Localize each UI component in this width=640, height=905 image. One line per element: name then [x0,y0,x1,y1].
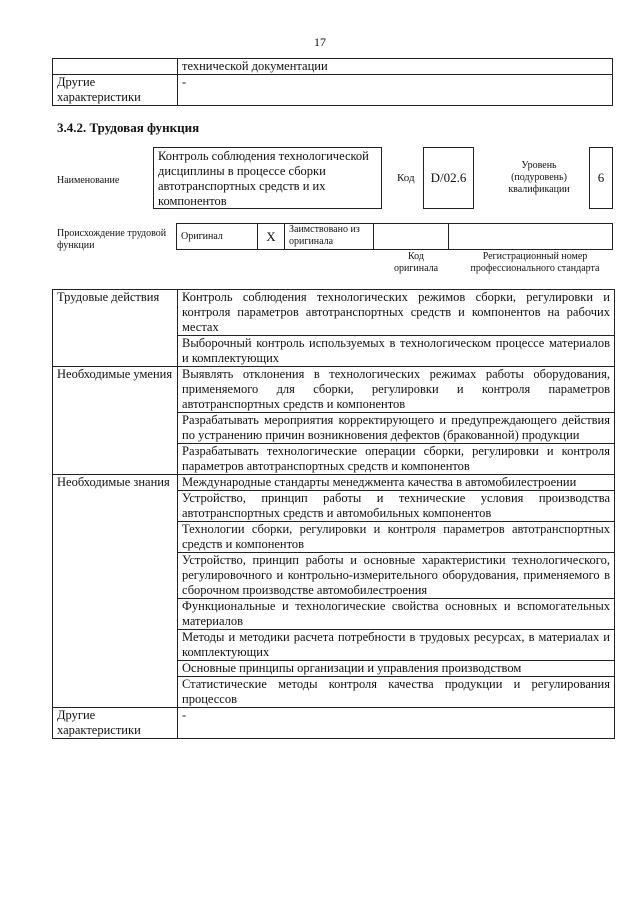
registration-number-cell [449,224,613,250]
table-cell [53,59,178,75]
original-mark: X [258,224,285,250]
knowledge-item: Основные принципы организации и управления производством [178,661,615,677]
knowledge-item: Методы и методики расчета потребности в трудовых ресурсах, в материалах и комплектующих [178,630,615,661]
knowledge-item: Международные стандарты менеджмента качества в автомобилестроении [178,475,615,491]
table-row [53,708,615,739]
origin-table [176,223,613,250]
other-characteristics-label: Другие характеристики [53,708,178,739]
knowledge-item: Функциональные и технологические свойства основных и вспомогательных материалов [178,599,615,630]
previous-function-table [52,58,613,106]
origin-code-cell [374,224,449,250]
table-cell: технической документации [178,59,613,75]
table-row [53,290,615,336]
table-row [177,224,613,250]
table-row [53,59,613,75]
skill-item: Разрабатывать технологические операции сборки, регулировки и контроля параметров автотранспортных средств и компонентов [178,444,615,475]
required-skills-label: Необходимые умения [53,367,178,475]
page-number: 17 [314,35,326,49]
function-name-box: Контроль соблюдения технологической дисциплины в процессе сборки автотранспортных средств и их компонентов [153,147,382,209]
knowledge-item: Статистические методы контроля качества продукции и регулирования процессов [178,677,615,708]
labor-actions-label: Трудовые действия [53,290,178,367]
table-row-label: Другие характеристики [53,75,178,106]
section-title: 3.4.2. Трудовая функция [57,120,200,135]
other-characteristics-value: - [178,708,615,739]
skill-item: Выявлять отклонения в технологических режимах работы оборудования, применяемого для сборки, регулировки и контроля параметров автотранспортных средств и компонентов [178,367,615,413]
function-code-box: D/02.6 [423,147,474,209]
labor-function-table [52,289,615,739]
knowledge-item: Устройство, принцип работы и основные характеристики технологического, регулировочного и контрольно-измерительного оборудования, применяемого в сборочном производстве автомобилестроения [178,553,615,599]
origin-code-caption: Код оригинала [393,251,439,274]
table-row [53,367,615,413]
knowledge-item: Устройство, принцип работы и технические условия производства автотранспортных средств и автомобильных компонентов [178,491,615,522]
original-label: Оригинал [177,224,258,250]
origin-label: Происхождение трудовой функции [57,228,167,251]
table-cell: - [178,75,613,106]
labor-action-item: Контроль соблюдения технологических режимов сборки, регулировки и контроля параметров автотранспортных средств и компонентов на рабочих местах [178,290,615,336]
name-label: Наименование [57,175,120,186]
table-row [53,75,613,106]
qualification-level-box: 6 [589,147,613,209]
table-row [53,475,615,491]
skill-item: Разрабатывать мероприятия корректирующего и предупреждающего действия по устранению причин возникновения дефектов (бракованной) продукции [178,413,615,444]
labor-action-item: Выборочный контроль используемых в технологическом процессе материалов и комплектующих [178,336,615,367]
level-label: Уровень (подуровень) квалификации [508,160,570,195]
required-knowledge-label: Необходимые знания [53,475,178,708]
code-label: Код [397,172,415,184]
borrowed-label: Заимствовано из оригинала [285,224,374,250]
registration-number-caption: Регистрационный номер профессионального стандарта [470,251,600,274]
knowledge-item: Технологии сборки, регулировки и контроля параметров автотранспортных средств и компонентов [178,522,615,553]
